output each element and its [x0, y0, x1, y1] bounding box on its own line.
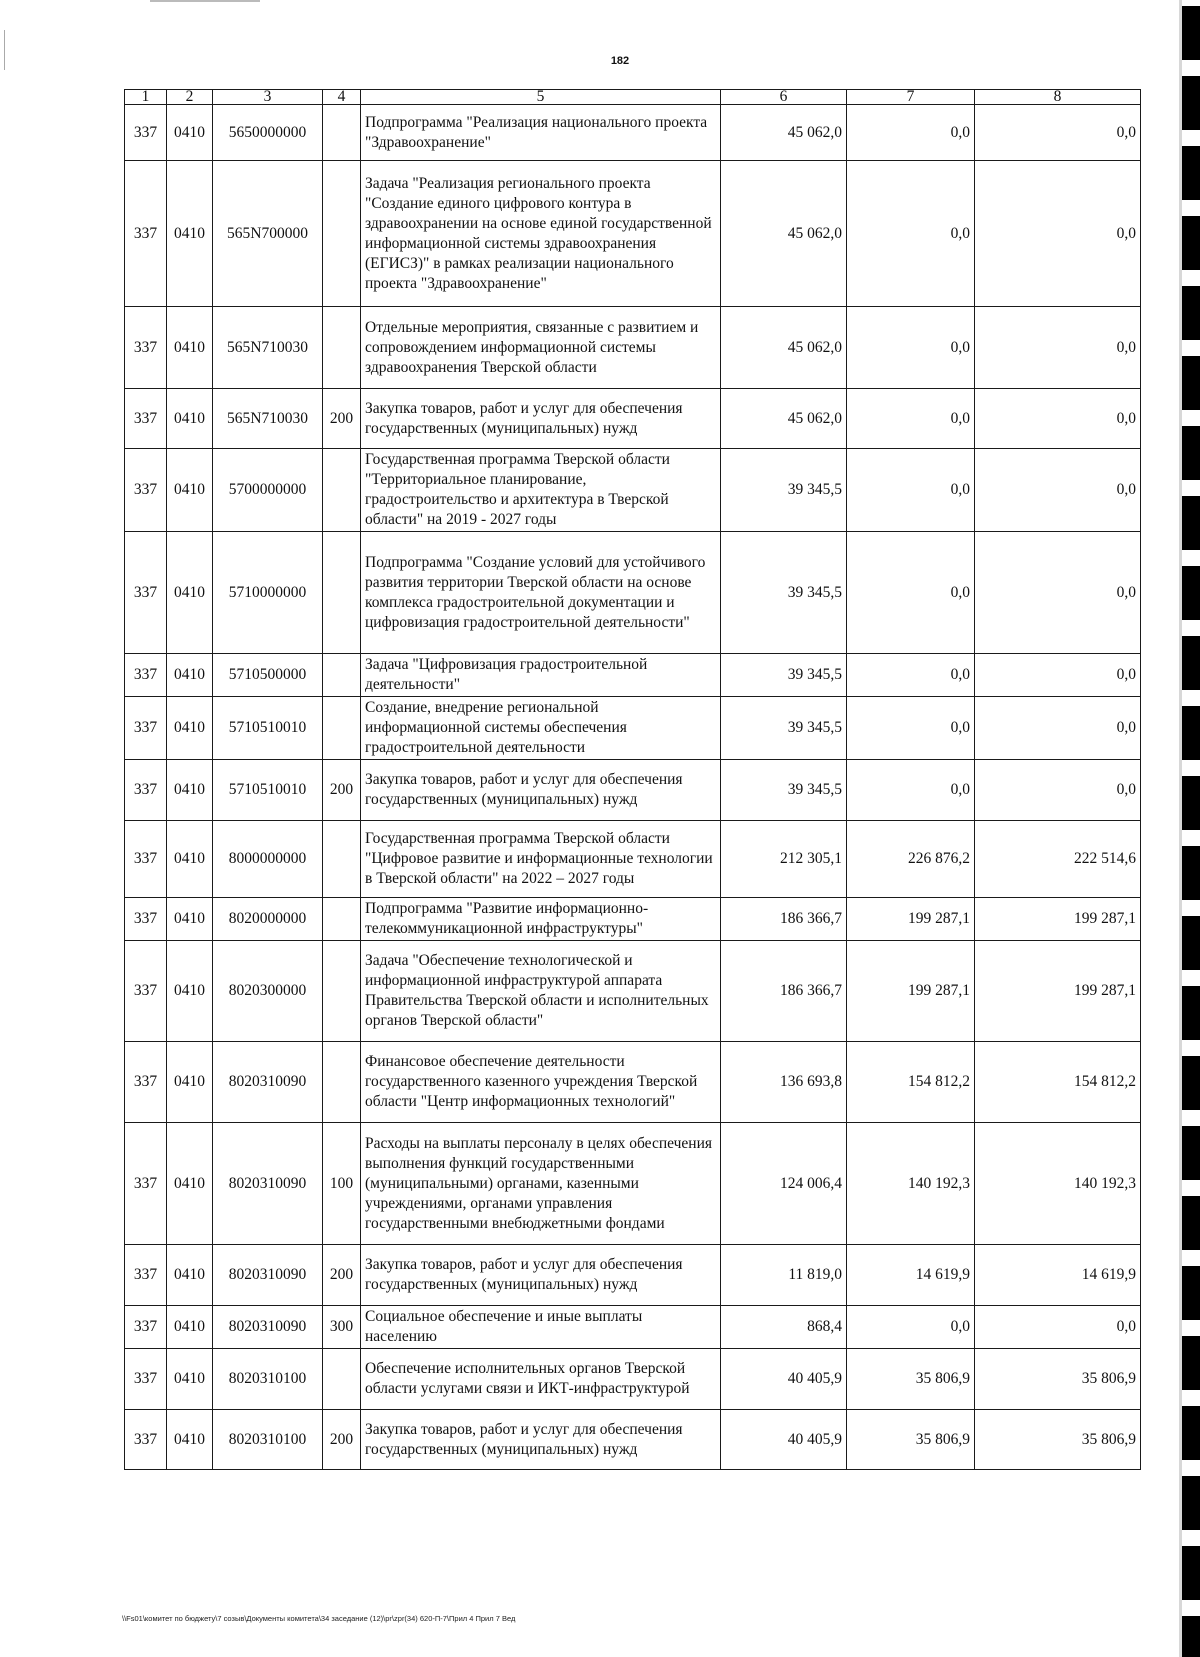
cell-amount-year2: 140 192,3	[847, 1123, 975, 1245]
table-row	[125, 821, 1141, 898]
table-row	[125, 1123, 1141, 1245]
scan-edge-marks	[1182, 0, 1200, 1657]
cell-target-code: 8020300000	[213, 941, 323, 1042]
cell-target-code: 8020310090	[213, 1042, 323, 1123]
cell-amount-year2: 0,0	[847, 697, 975, 760]
table-row	[125, 307, 1141, 389]
cell-amount-year3: 0,0	[975, 105, 1141, 161]
cell-expense-type	[323, 697, 361, 760]
cell-description: Обеспечение исполнительных органов Тверской области услугами связи и ИКТ-инфраструктурой	[361, 1349, 721, 1410]
cell-amount-year3: 0,0	[975, 760, 1141, 821]
cell-amount-year3: 0,0	[975, 161, 1141, 307]
cell-amount-year3: 14 619,9	[975, 1245, 1141, 1306]
cell-admin-code: 337	[125, 654, 167, 697]
cell-description: Социальное обеспечение и иные выплаты населению	[361, 1306, 721, 1349]
cell-amount-year2: 0,0	[847, 389, 975, 449]
cell-expense-type	[323, 532, 361, 654]
cell-description: Подпрограмма "Реализация национального проекта "Здравоохранение"	[361, 105, 721, 161]
cell-amount-year2: 0,0	[847, 654, 975, 697]
cell-section-code: 0410	[167, 307, 213, 389]
cell-target-code: 5710510010	[213, 697, 323, 760]
cell-expense-type	[323, 821, 361, 898]
cell-section-code: 0410	[167, 532, 213, 654]
cell-amount-year1: 39 345,5	[721, 654, 847, 697]
table-row	[125, 697, 1141, 760]
table-row	[125, 898, 1141, 941]
cell-expense-type: 200	[323, 760, 361, 821]
table-header-row	[125, 90, 1141, 105]
cell-expense-type	[323, 161, 361, 307]
cell-description: Закупка товаров, работ и услуг для обеспечения государственных (муниципальных) нужд	[361, 1245, 721, 1306]
cell-expense-type: 200	[323, 1410, 361, 1470]
cell-section-code: 0410	[167, 821, 213, 898]
cell-target-code: 8000000000	[213, 821, 323, 898]
cell-section-code: 0410	[167, 1410, 213, 1470]
column-header-8: 8	[975, 90, 1141, 105]
table-row	[125, 161, 1141, 307]
cell-description: Создание, внедрение региональной информационной системы обеспечения градостроительной деятельности	[361, 697, 721, 760]
cell-section-code: 0410	[167, 161, 213, 307]
cell-target-code: 5650000000	[213, 105, 323, 161]
cell-amount-year1: 136 693,8	[721, 1042, 847, 1123]
column-header-7: 7	[847, 90, 975, 105]
cell-expense-type: 200	[323, 1245, 361, 1306]
cell-amount-year2: 35 806,9	[847, 1349, 975, 1410]
cell-amount-year2: 199 287,1	[847, 941, 975, 1042]
cell-target-code: 8020310090	[213, 1245, 323, 1306]
cell-admin-code: 337	[125, 1306, 167, 1349]
cell-amount-year3: 0,0	[975, 389, 1141, 449]
cell-description: Задача "Обеспечение технологической и информационной инфраструктурой аппарата Правительства Тверской области и исполнительных органов Тверской области"	[361, 941, 721, 1042]
cell-expense-type	[323, 898, 361, 941]
cell-target-code: 565N710030	[213, 307, 323, 389]
cell-description: Государственная программа Тверской области "Территориальное планирование, градостроительство и архитектура в Тверской области" на 2019 - 2027 годы	[361, 449, 721, 532]
cell-amount-year3: 0,0	[975, 449, 1141, 532]
cell-target-code: 8020000000	[213, 898, 323, 941]
cell-description: Закупка товаров, работ и услуг для обеспечения государственных (муниципальных) нужд	[361, 389, 721, 449]
cell-section-code: 0410	[167, 449, 213, 532]
cell-target-code: 5710000000	[213, 532, 323, 654]
cell-amount-year3: 35 806,9	[975, 1349, 1141, 1410]
table-row	[125, 760, 1141, 821]
cell-amount-year2: 0,0	[847, 307, 975, 389]
cell-description: Подпрограмма "Развитие информационно-телекоммуникационной инфраструктуры"	[361, 898, 721, 941]
cell-amount-year1: 868,4	[721, 1306, 847, 1349]
cell-amount-year3: 0,0	[975, 532, 1141, 654]
cell-amount-year3: 140 192,3	[975, 1123, 1141, 1245]
cell-section-code: 0410	[167, 697, 213, 760]
cell-amount-year2: 154 812,2	[847, 1042, 975, 1123]
cell-admin-code: 337	[125, 307, 167, 389]
cell-admin-code: 337	[125, 1042, 167, 1123]
cell-amount-year3: 199 287,1	[975, 898, 1141, 941]
cell-amount-year2: 226 876,2	[847, 821, 975, 898]
cell-expense-type	[323, 1042, 361, 1123]
cell-target-code: 565N700000	[213, 161, 323, 307]
cell-amount-year1: 39 345,5	[721, 760, 847, 821]
cell-description: Расходы на выплаты персоналу в целях обеспечения выполнения функций государственными (муниципальными) органами, казенными учреждениями, органами управления государственными внебюджетными фондами	[361, 1123, 721, 1245]
cell-section-code: 0410	[167, 1306, 213, 1349]
cell-amount-year1: 39 345,5	[721, 532, 847, 654]
cell-amount-year1: 39 345,5	[721, 449, 847, 532]
cell-amount-year1: 124 006,4	[721, 1123, 847, 1245]
cell-section-code: 0410	[167, 654, 213, 697]
cell-target-code: 8020310090	[213, 1123, 323, 1245]
cell-expense-type	[323, 1349, 361, 1410]
cell-amount-year3: 154 812,2	[975, 1042, 1141, 1123]
cell-amount-year1: 45 062,0	[721, 389, 847, 449]
cell-amount-year3: 222 514,6	[975, 821, 1141, 898]
cell-section-code: 0410	[167, 1245, 213, 1306]
table-row	[125, 389, 1141, 449]
cell-section-code: 0410	[167, 389, 213, 449]
table-row	[125, 941, 1141, 1042]
cell-amount-year3: 0,0	[975, 654, 1141, 697]
cell-section-code: 0410	[167, 941, 213, 1042]
cell-expense-type: 100	[323, 1123, 361, 1245]
cell-section-code: 0410	[167, 1123, 213, 1245]
cell-admin-code: 337	[125, 105, 167, 161]
cell-description: Подпрограмма "Создание условий для устойчивого развития территории Тверской области на основе комплекса градостроительной документации и цифровизация градостроительной деятельности"	[361, 532, 721, 654]
cell-description: Финансовое обеспечение деятельности государственного казенного учреждения Тверской области "Центр информационных технологий"	[361, 1042, 721, 1123]
table-row	[125, 654, 1141, 697]
cell-admin-code: 337	[125, 1123, 167, 1245]
cell-admin-code: 337	[125, 161, 167, 307]
cell-amount-year1: 11 819,0	[721, 1245, 847, 1306]
cell-amount-year1: 186 366,7	[721, 898, 847, 941]
cell-amount-year2: 35 806,9	[847, 1410, 975, 1470]
cell-target-code: 5710510010	[213, 760, 323, 821]
cell-amount-year1: 45 062,0	[721, 161, 847, 307]
cell-target-code: 8020310100	[213, 1349, 323, 1410]
column-header-5: 5	[361, 90, 721, 105]
cell-admin-code: 337	[125, 1349, 167, 1410]
cell-amount-year1: 40 405,9	[721, 1349, 847, 1410]
cell-description: Государственная программа Тверской области "Цифровое развитие и информационные технологии в Тверской области" на 2022 – 2027 годы	[361, 821, 721, 898]
column-header-3: 3	[213, 90, 323, 105]
cell-amount-year2: 0,0	[847, 532, 975, 654]
cell-admin-code: 337	[125, 760, 167, 821]
table-row	[125, 1349, 1141, 1410]
cell-amount-year2: 0,0	[847, 105, 975, 161]
column-header-1: 1	[125, 90, 167, 105]
cell-expense-type	[323, 307, 361, 389]
budget-table	[124, 89, 1141, 1470]
cell-amount-year1: 186 366,7	[721, 941, 847, 1042]
cell-amount-year2: 0,0	[847, 760, 975, 821]
cell-target-code: 5710500000	[213, 654, 323, 697]
cell-amount-year3: 35 806,9	[975, 1410, 1141, 1470]
cell-expense-type	[323, 941, 361, 1042]
cell-section-code: 0410	[167, 898, 213, 941]
column-header-6: 6	[721, 90, 847, 105]
cell-admin-code: 337	[125, 697, 167, 760]
cell-section-code: 0410	[167, 1042, 213, 1123]
table-body	[125, 105, 1141, 1470]
cell-expense-type	[323, 449, 361, 532]
table-row	[125, 1306, 1141, 1349]
column-header-2: 2	[167, 90, 213, 105]
table-row	[125, 1042, 1141, 1123]
cell-target-code: 8020310100	[213, 1410, 323, 1470]
cell-section-code: 0410	[167, 760, 213, 821]
cell-description: Задача "Реализация регионального проекта "Создание единого цифрового контура в здравоохранении на основе единой государственной информационной системы здравоохранения (ЕГИСЗ)" в рамках реализации национального проекта "Здравоохранение"	[361, 161, 721, 307]
cell-expense-type: 200	[323, 389, 361, 449]
cell-admin-code: 337	[125, 1410, 167, 1470]
scan-artifact-top	[150, 0, 260, 2]
cell-target-code: 8020310090	[213, 1306, 323, 1349]
cell-amount-year1: 40 405,9	[721, 1410, 847, 1470]
cell-section-code: 0410	[167, 1349, 213, 1410]
cell-admin-code: 337	[125, 941, 167, 1042]
cell-expense-type: 300	[323, 1306, 361, 1349]
cell-admin-code: 337	[125, 449, 167, 532]
table-row	[125, 1410, 1141, 1470]
cell-amount-year2: 0,0	[847, 449, 975, 532]
cell-description: Задача "Цифровизация градостроительной деятельности"	[361, 654, 721, 697]
cell-amount-year3: 0,0	[975, 307, 1141, 389]
cell-admin-code: 337	[125, 532, 167, 654]
cell-amount-year3: 0,0	[975, 697, 1141, 760]
cell-amount-year3: 0,0	[975, 1306, 1141, 1349]
cell-description: Отдельные мероприятия, связанные с развитием и сопровождением информационной системы здравоохранения Тверской области	[361, 307, 721, 389]
cell-target-code: 5700000000	[213, 449, 323, 532]
cell-description: Закупка товаров, работ и услуг для обеспечения государственных (муниципальных) нужд	[361, 1410, 721, 1470]
cell-admin-code: 337	[125, 389, 167, 449]
cell-amount-year3: 199 287,1	[975, 941, 1141, 1042]
cell-section-code: 0410	[167, 105, 213, 161]
table-row	[125, 1245, 1141, 1306]
table-row	[125, 105, 1141, 161]
cell-amount-year2: 14 619,9	[847, 1245, 975, 1306]
table-row	[125, 449, 1141, 532]
cell-amount-year1: 212 305,1	[721, 821, 847, 898]
cell-amount-year1: 39 345,5	[721, 697, 847, 760]
cell-admin-code: 337	[125, 1245, 167, 1306]
cell-admin-code: 337	[125, 821, 167, 898]
footer-file-path: \\Fs01\комитет по бюджету\7 созыв\Документы комитета\34 заседание (12)\pr\zpr(34) 620-П-7\Прил 4 Прил 7 Вед	[122, 1614, 516, 1623]
cell-admin-code: 337	[125, 898, 167, 941]
page-number: 182	[610, 55, 630, 67]
cell-amount-year2: 0,0	[847, 1306, 975, 1349]
cell-target-code: 565N710030	[213, 389, 323, 449]
cell-amount-year1: 45 062,0	[721, 307, 847, 389]
column-header-4: 4	[323, 90, 361, 105]
table-row	[125, 532, 1141, 654]
cell-expense-type	[323, 105, 361, 161]
cell-description: Закупка товаров, работ и услуг для обеспечения государственных (муниципальных) нужд	[361, 760, 721, 821]
cell-amount-year2: 0,0	[847, 161, 975, 307]
cell-expense-type	[323, 654, 361, 697]
cell-amount-year1: 45 062,0	[721, 105, 847, 161]
cell-amount-year2: 199 287,1	[847, 898, 975, 941]
